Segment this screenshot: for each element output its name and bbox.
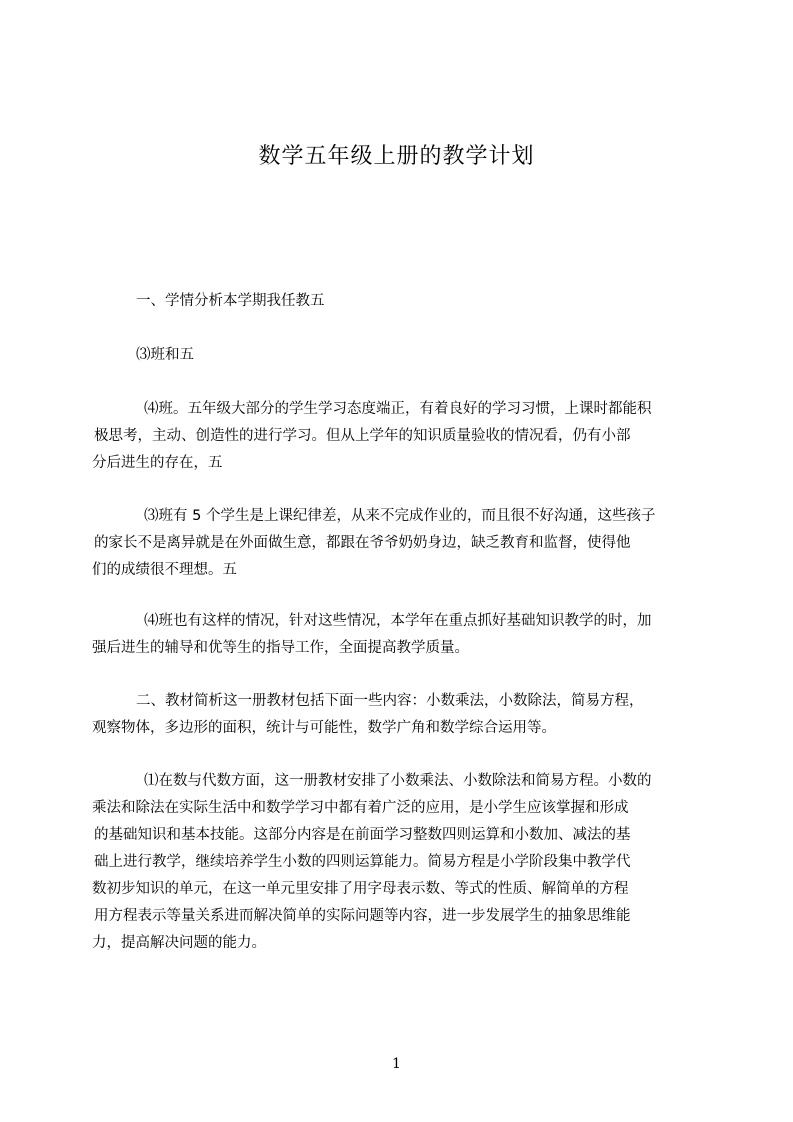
paragraph	[92, 288, 717, 315]
text-line: ⑴在数与代数方面，这一册教材安排了小数乘法、小数除法和简易方程。小数的	[144, 773, 652, 789]
text-line: ⑷班也有这样的情况，针对这些情况，本学年在重点抓好基础知识教学的时，加	[144, 613, 652, 629]
paragraph	[92, 608, 717, 662]
text-line: ⑷班。五年级大部分的学生学习态度端正，有着良好的学习习惯，上课时都能积	[144, 401, 652, 417]
page-number: 1	[392, 1056, 401, 1072]
text-line: 力，提高解决问题的能力。	[92, 935, 266, 951]
text-line: 用方程表示等量关系进而解决简单的实际问题等内容，进一步发展学生的抽象思维能	[94, 908, 631, 924]
text-line: 强后进生的辅导和优等生的指导工作，全面提高教学质量。	[92, 640, 469, 656]
text-line: ⑶班有 5 个学生是上课纪律差，从来不完成作业的，而且很不好沟通，这些孩子	[144, 508, 656, 524]
text-line: 数初步知识的单元，在这一单元里安排了用字母表示数、等式的性质、解简单的方程	[92, 881, 629, 897]
paragraph	[92, 503, 717, 584]
text-line: 的基础知识和基本技能。这部分内容是在前面学习整数四则运算和小数加、减法的基	[94, 827, 631, 843]
text-line: ⑶班和五	[136, 347, 194, 363]
paragraph	[92, 688, 717, 742]
text-line: 分后进生的存在，五	[92, 455, 223, 471]
text-line: 础上进行教学，继续培养学生小数的四则运算能力。简易方程是小学阶段集中教学代	[94, 854, 631, 870]
document-title: 数学五年级上册的教学计划	[258, 144, 535, 169]
text-line: 极思考，主动、创造性的进行学习。但从上学年的知识质量验收的情况看，仍有小部	[94, 428, 631, 444]
paragraph	[92, 342, 717, 369]
text-line: 们的成绩很不理想。五	[92, 562, 237, 578]
paragraph	[92, 768, 717, 957]
text-line: 一、学情分析本学期我任教五	[136, 293, 325, 309]
text-line: 观察物体，多边形的面积，统计与可能性，数学广角和数学综合运用等。	[92, 720, 556, 736]
paragraph	[92, 396, 717, 477]
text-line: 乘法和除法在实际生活中和数学学习中都有着广泛的应用，是小学生应该掌握和形成	[92, 800, 629, 816]
text-line: 的家长不是离异就是在外面做生意，都跟在爷爷奶奶身边，缺乏教育和监督，使得他	[94, 535, 631, 551]
text-line: 二、教材简析这一册教材包括下面一些内容：小数乘法，小数除法，简易方程，	[136, 693, 644, 709]
